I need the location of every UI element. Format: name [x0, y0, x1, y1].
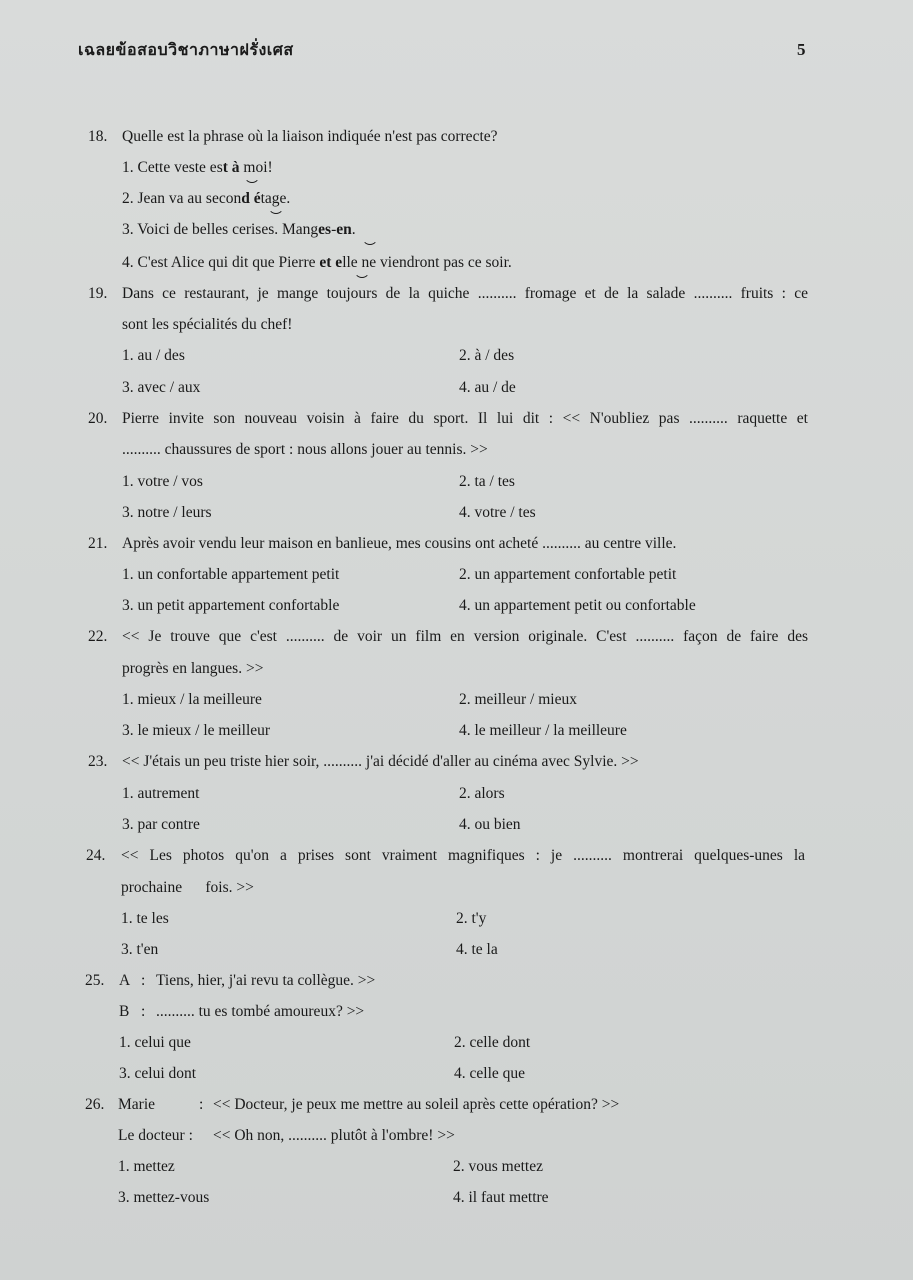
option-number: 1. [121, 910, 133, 927]
dialogue-speaker: Marie [118, 1096, 156, 1113]
question-stem-line: progrès en langues. >> [122, 660, 264, 677]
dialogue-line: << Docteur, je peux me mettre au soleil après cette opération? >> [213, 1096, 620, 1113]
option-text: t'y [471, 910, 487, 927]
option [121, 910, 169, 928]
option [459, 785, 505, 803]
option-text: ou bien [474, 816, 521, 833]
option-text: à / des [474, 347, 515, 364]
option-number: 2. [456, 910, 468, 927]
option [459, 504, 536, 522]
option [459, 347, 514, 365]
option-text: celui dont [134, 1065, 197, 1082]
option-number: 4. [459, 816, 471, 833]
option-number: 2. [122, 190, 134, 207]
option [118, 1158, 175, 1176]
option-number: 1. [122, 159, 134, 176]
option-text: notre / leurs [137, 504, 212, 521]
option-number: 4. [459, 379, 471, 396]
option [119, 1034, 191, 1052]
option-number: 3. [122, 722, 134, 739]
option-text: votre / vos [137, 473, 203, 490]
option-text: un petit appartement confortable [137, 597, 340, 614]
question-stem-line: prochaine fois. >> [121, 879, 254, 896]
question-number: 19. [88, 285, 108, 302]
question-stem-line: << Les photos qu'on a prises sont vraiment magnifiques : je .......... montrerai quelques-unes la [121, 847, 805, 864]
option-text: celle dont [469, 1034, 531, 1051]
dialogue-line: << Oh non, .......... plutôt à l'ombre! >> [213, 1127, 455, 1144]
dialogue-speaker: Le docteur : [118, 1127, 193, 1144]
option-number: 4. [456, 941, 468, 958]
question-number: 25. [85, 972, 105, 989]
option-number: 4. [454, 1065, 466, 1082]
option [454, 1034, 530, 1052]
option-text: Jean va au second étage. [137, 190, 291, 207]
option [459, 566, 676, 584]
option [122, 190, 290, 208]
dialogue-separator: : [199, 1096, 204, 1113]
dialogue-speaker: B [119, 1003, 130, 1020]
question-stem: << J'étais un peu triste hier soir, .......... j'ai décidé d'aller au cinéma avec Sylvie. >> [122, 753, 639, 770]
option-number: 2. [459, 691, 471, 708]
dialogue-line: .......... tu es tombé amoureux? >> [156, 1003, 365, 1020]
option-text: mettez-vous [133, 1189, 210, 1206]
option-number: 3. [122, 379, 134, 396]
liaison-mark [354, 270, 370, 278]
option-number: 3. [122, 504, 134, 521]
option [459, 473, 515, 491]
option-number: 1. [118, 1158, 130, 1175]
option [456, 941, 498, 959]
option-number: 2. [459, 566, 471, 583]
option-number: 1. [122, 691, 134, 708]
option-number: 4. [459, 722, 471, 739]
option [122, 221, 356, 239]
option-text: un confortable appartement petit [137, 566, 340, 583]
option-text: autrement [137, 785, 200, 802]
option-text: au / des [137, 347, 185, 364]
question-number: 21. [88, 535, 108, 552]
option-text: au / de [474, 379, 516, 396]
option-number: 4. [459, 597, 471, 614]
option [122, 691, 262, 709]
option-text: Cette veste est à moi! [137, 159, 273, 176]
option-text: le mieux / le meilleur [137, 722, 271, 739]
option [459, 722, 627, 740]
liaison-mark [362, 237, 378, 245]
option-text: celui que [134, 1034, 191, 1051]
option [459, 691, 577, 709]
option [121, 941, 158, 959]
option [122, 722, 270, 740]
option-number: 4. [459, 504, 471, 521]
option [122, 254, 512, 272]
option [453, 1158, 543, 1176]
question-number: 23. [88, 753, 108, 770]
option [122, 566, 339, 584]
option-number: 2. [453, 1158, 465, 1175]
option-number: 3. [121, 941, 133, 958]
option-text: un appartement confortable petit [474, 566, 677, 583]
question-stem-line: Pierre invite son nouveau voisin à faire du sport. Il lui dit : << N'oubliez pas .......... raquette et [122, 410, 808, 427]
dialogue-speaker: A [119, 972, 131, 989]
option [122, 473, 203, 491]
option-number: 2. [459, 347, 471, 364]
option-number: 3. [122, 597, 134, 614]
option-number: 2. [459, 785, 471, 802]
option-text: celle que [469, 1065, 526, 1082]
option [456, 910, 486, 928]
question-number: 26. [85, 1096, 105, 1113]
option-text: mettez [133, 1158, 175, 1175]
option-text: C'est Alice qui dit que Pierre et elle ne viendront pas ce soir. [137, 254, 512, 271]
question-number: 18. [88, 128, 108, 145]
dialogue-separator: : [141, 972, 146, 989]
option [122, 504, 212, 522]
option-number: 3. [122, 816, 134, 833]
option-number: 1. [122, 347, 134, 364]
option-number: 1. [122, 566, 134, 583]
question-stem-line: sont les spécialités du chef! [122, 316, 293, 333]
option [459, 379, 516, 397]
option [459, 597, 696, 615]
option-text: te la [471, 941, 498, 958]
option-number: 3. [118, 1189, 130, 1206]
option [118, 1189, 209, 1207]
option [453, 1189, 549, 1207]
option-number: 1. [122, 785, 134, 802]
option-number: 2. [459, 473, 471, 490]
option [459, 816, 521, 834]
question-stem-line: .......... chaussures de sport : nous allons jouer au tennis. >> [122, 441, 488, 458]
option-number: 1. [119, 1034, 131, 1051]
option-text: un appartement petit ou confortable [474, 597, 696, 614]
option-text: votre / tes [474, 504, 536, 521]
option-text: mieux / la meilleure [137, 691, 262, 708]
dialogue-line: Tiens, hier, j'ai revu ta collègue. >> [156, 972, 376, 989]
option-text: t'en [136, 941, 159, 958]
option-number: 1. [122, 473, 134, 490]
question-stem-line: Dans ce restaurant, je mange toujours de la quiche .......... fromage et de la salade .......... fruits : ce [122, 285, 808, 302]
option-text: vous mettez [468, 1158, 543, 1175]
option-number: 3. [119, 1065, 131, 1082]
question-number: 22. [88, 628, 108, 645]
option-number: 4. [122, 254, 134, 271]
option [454, 1065, 525, 1083]
option-text: par contre [137, 816, 200, 833]
question-stem: Quelle est la phrase où la liaison indiquée n'est pas correcte? [122, 128, 498, 145]
option-text: il faut mettre [468, 1189, 549, 1206]
dialogue-separator: : [141, 1003, 146, 1020]
option-text: le meilleur / la meilleure [474, 722, 627, 739]
page-number: 5 [797, 40, 806, 59]
option [122, 816, 200, 834]
option-text: Voici de belles cerises. Manges-en. [137, 221, 356, 238]
option-text: avec / aux [137, 379, 201, 396]
option [122, 347, 185, 365]
option-number: 3. [122, 221, 134, 238]
option-number: 4. [453, 1189, 465, 1206]
question-number: 24. [86, 847, 106, 864]
option-number: 2. [454, 1034, 466, 1051]
option [119, 1065, 196, 1083]
option-text: alors [474, 785, 505, 802]
option [122, 785, 199, 803]
liaison-mark [268, 206, 284, 214]
page-header-title: เฉลยข้อสอบวิชาภาษาฝรั่งเศส [78, 40, 294, 59]
liaison-mark [244, 175, 260, 183]
question-stem: Après avoir vendu leur maison en banlieue, mes cousins ont acheté .......... au centre ville. [122, 535, 677, 552]
option-text: meilleur / mieux [474, 691, 577, 708]
option-text: te les [136, 910, 169, 927]
question-number: 20. [88, 410, 108, 427]
question-stem-line: << Je trouve que c'est .......... de voir un film en version originale. C'est .......... façon de faire des [122, 628, 808, 645]
option [122, 597, 339, 615]
option-text: ta / tes [474, 473, 515, 490]
option [122, 379, 200, 397]
